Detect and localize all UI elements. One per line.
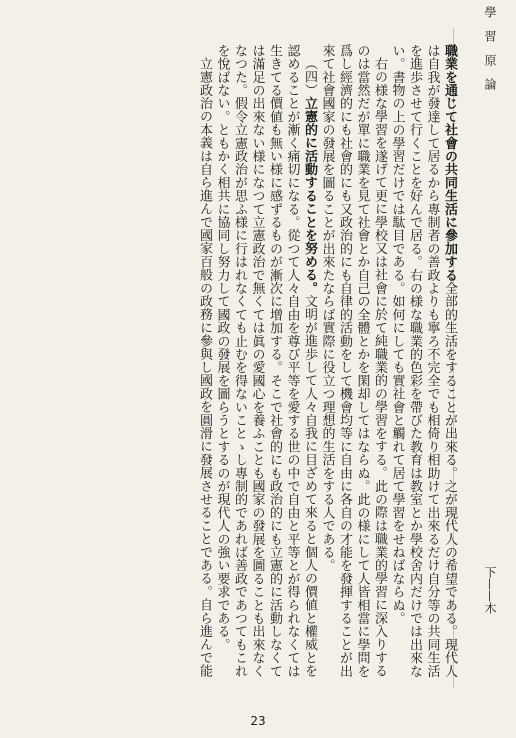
vertical-text-flow [196,44,459,684]
paragraph-text: 右の様な學習を遂げて更に學校又は社會に於て純職業的の學習をする。此の際は職業的學習に深入りするのは當然だが單に職業を見て社會とか自己の全體とかを閑却してはならぬ。此の様にして人皆相當に學問を爲し經濟的にも社會的にも又政治的にも自律的活動をして機會均等に自由に各自の才能を發揮することが出來て社會國家の發展を圖ることが出來たならば實際に役立つ理想的生活をする人である。 [319,44,387,678]
paragraph-text: 立憲政治の本義は自ら進んで國家百般の政務に參與し國政を圓滑に發展させることである。自ら進んで能 [197,57,212,678]
paragraph [196,44,214,684]
paragraph-text: （四） [302,57,317,97]
paragraph [388,44,458,684]
paragraph-text: 全部的生活をすることが出來る。之が現代人の希望である。現代人は自我が發達して居るから專制者の善政よりも寧ろ不完全でも相倚り相助けて出來るだけ自分等の共同生活を進歩させて行くことを好んで居る。右の様な職業的色彩を帶びた教育は教室とか學校舍内だけでは出來ない。書物の上の學習だけでは駄目である。如何にしても實社會と觸れて居て學習をせねばならぬ。 [389,44,457,678]
page-number: 23 [250,714,266,728]
body-text [28,44,458,684]
paragraph [213,44,318,684]
paragraph-text: 文明が進歩して人々自我に目ざめて來ると個人の價値と權威とを認めることが漸く痛切になる。從つて人々自由を尊び平等を愛する世の中で自由と平等とが得られなくては生きてる價値も無い様に感ずるものが漸次に增加する。そこで社會的にも政治的にも立憲的に活動しなくては滿足の出來ない様になつて立憲政治で無くては眞の愛國心を養ふことも國家の發展を圖ることも出來なくなつた。假令立憲政治が思ふ様に行はれなくても止むを得ないことゝし專制的であれば善政であつてもこれを悅ばない。ともかく相共に協同し努力して國政の發展を圖らうとするのが現代人の強い要求である。 [214,44,317,678]
emphasized-text: 職業を通じて社會の共同生活に參加する [442,44,457,282]
running-head-chapter: 下——木 [483,566,497,614]
emphasized-text: 立憲的に活動することを努める。 [302,96,317,295]
paragraph [318,44,388,684]
running-head-title: 學 習 原 論 [483,6,497,90]
running-head [470,6,498,706]
